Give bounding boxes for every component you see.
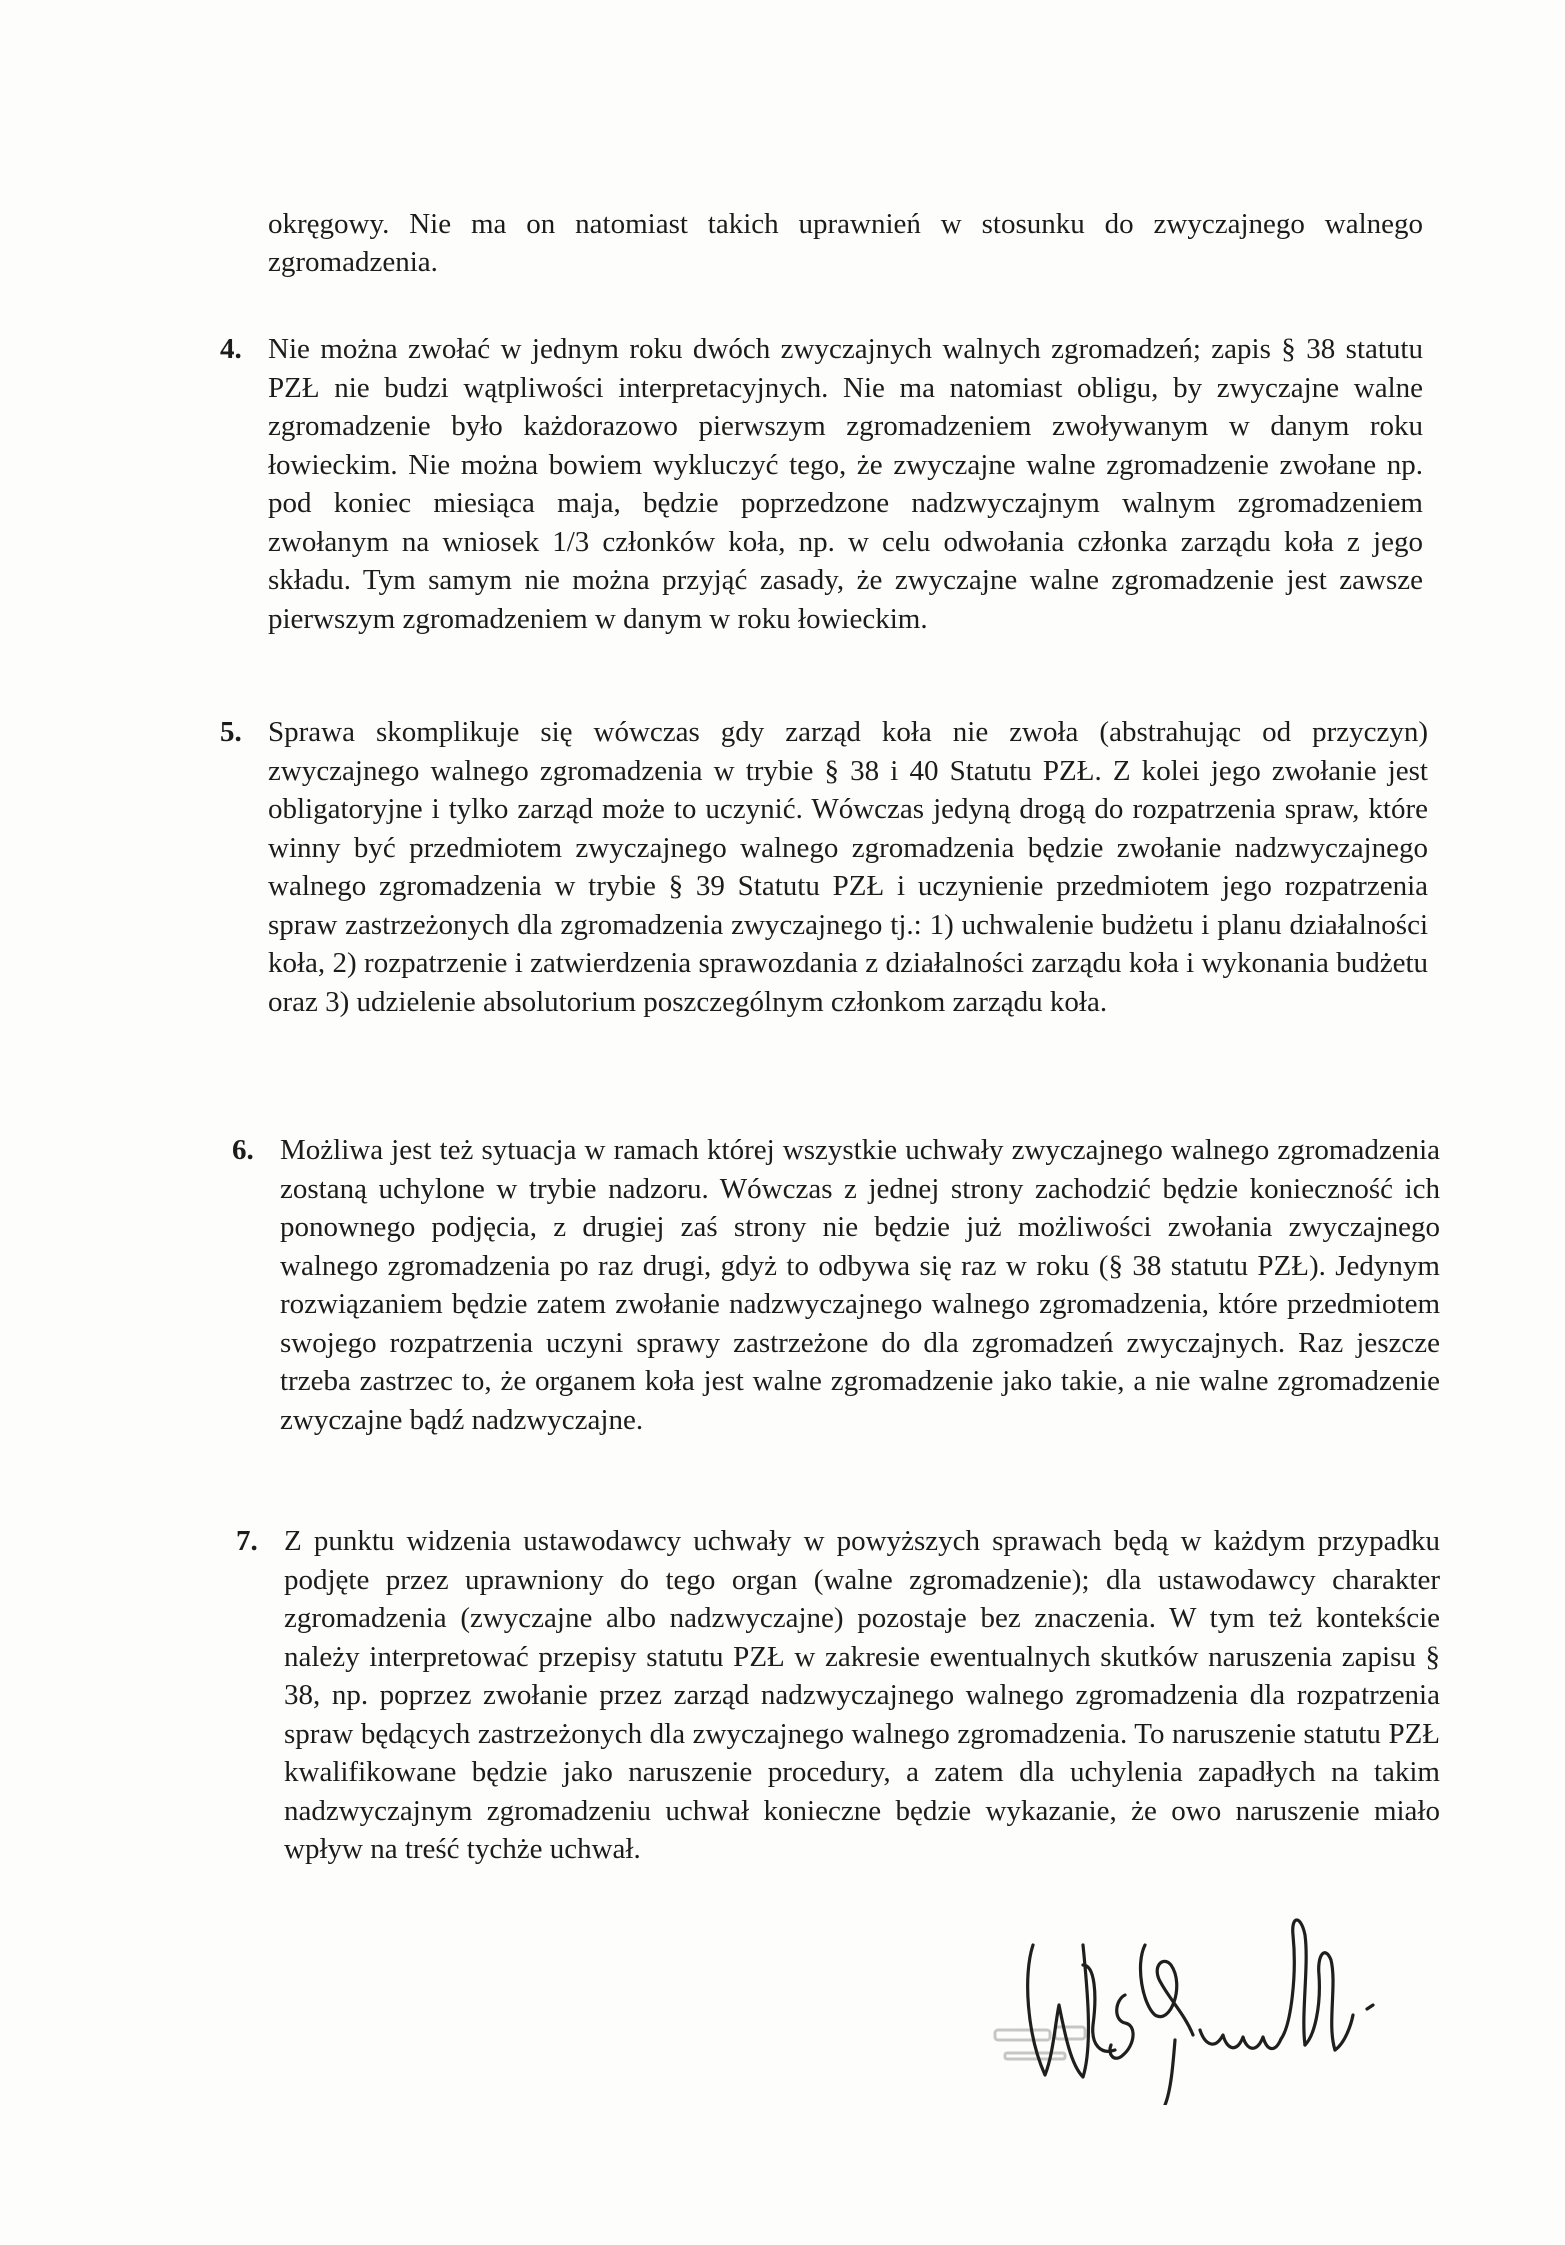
signature-image [975,1905,1395,2105]
list-item-7 [236,1522,1440,1869]
list-item-4 [220,330,1423,638]
item-text: Sprawa skomplikuje się wówczas gdy zarząd koła nie zwoła (abstrahując od przyczyn) zwyczajnego walnego zgromadzenia w trybie § 38 i 40 Statutu PZŁ. Z kolei jego zwołanie jest obligatoryjne i tylko zarząd może to uczynić. Wówczas jedyną drogą do rozpatrzenia spraw, które winny być przedmiotem zwyczajnego walnego zgromadzenia będzie zwołanie nadzwyczajnego walnego zgromadzenia w trybie § 39 Statutu PZŁ i uczynienie przedmiotem jego rozpatrzenia spraw zastrzeżonych dla zgromadzenia zwyczajnego tj.: 1) uchwalenie budżetu i planu działalności koła, 2) rozpatrzenie i zatwierdzenia sprawozdania z działalności zarządu koła i wykonania budżetu oraz 3) udzielenie absolutorium poszczególnym członkom zarządu koła. [268,716,1428,1018]
signature-strokes [1028,1920,1373,2105]
signature-area [975,1905,1395,2105]
item-text: Z punktu widzenia ustawodawcy uchwały w powyższych sprawach będą w każdym przypadku podjęte przez uprawniony do tego organ (walne zgromadzenie); dla ustawodawcy charakter zgromadzenia (zwyczajne albo nadzwyczajne) pozostaje bez znaczenia. W tym też kontekście należy interpretować przepisy statutu PZŁ w zakresie ewentualnych skutków naruszenia zapisu § 38, np. poprzez zwołanie przez zarząd nadzwyczajnego walnego zgromadzenia dla rozpatrzenia spraw będących zastrzeżonych dla zwyczajnego walnego zgromadzenia. To naruszenie statutu PZŁ kwalifikowane będzie jako naruszenie procedury, a zatem dla uchylenia zapadłych na takim nadzwyczajnym zgromadzeniu uchwał konieczne będzie wykazanie, że owo naruszenie miało wpływ na treść tychże uchwał. [284,1525,1440,1865]
item-number: 7. [236,1525,258,1557]
item-text: Możliwa jest też sytuacja w ramach której wszystkie uchwały zwyczajnego walnego zgromadzenia zostaną uchylone w trybie nadzoru. Wówczas z jednej strony zachodzić będzie konieczność ich ponownego podjęcia, z drugiej zaś strony nie będzie już możliwości zwołania zwyczajnego walnego zgromadzenia po raz drugi, gdyż to odbywa się raz w roku (§ 38 statutu PZŁ). Jedynym rozwiązaniem będzie zatem zwołanie nadzwyczajnego walnego zgromadzenia, które przedmiotem swojego rozpatrzenia uczyni sprawy zastrzeżone do dla zgromadzeń zwyczajnych. Raz jeszcze trzeba zastrzec to, że organem koła jest walne zgromadzenie jako takie, a nie walne zgromadzenie zwyczajne bądź nadzwyczajne. [280,1134,1440,1436]
list-item-6 [232,1131,1440,1439]
intro-paragraph: okręgowy. Nie ma on natomiast takich uprawnień w stosunku do zwyczajnego walnego zgromadzenia. [268,208,1423,278]
item-text: Nie można zwołać w jednym roku dwóch zwyczajnych walnych zgromadzeń; zapis § 38 statutu PZŁ nie budzi wątpliwości interpretacyjnych. Nie ma natomiast obligu, by zwyczajne walne zgromadzenie było każdorazowo pierwszym zgromadzeniem zwoływanym w danym roku łowieckim. Nie można bowiem wykluczyć tego, że zwyczajne walne zgromadzenie zwołane np. pod koniec miesiąca maja, będzie poprzedzone nadzwyczajnym walnym zgromadzeniem zwołanym na wniosek 1/3 członków koła, np. w celu odwołania członka zarządu koła z jego składu. Tym samym nie można przyjąć zasady, że zwyczajne walne zgromadzenie jest zawsze pierwszym zgromadzeniem w danym w roku łowieckim. [268,333,1423,635]
item-number: 4. [220,333,242,365]
list-item-5 [220,713,1428,1021]
item-number: 5. [220,716,242,748]
item-number: 6. [232,1134,254,1166]
